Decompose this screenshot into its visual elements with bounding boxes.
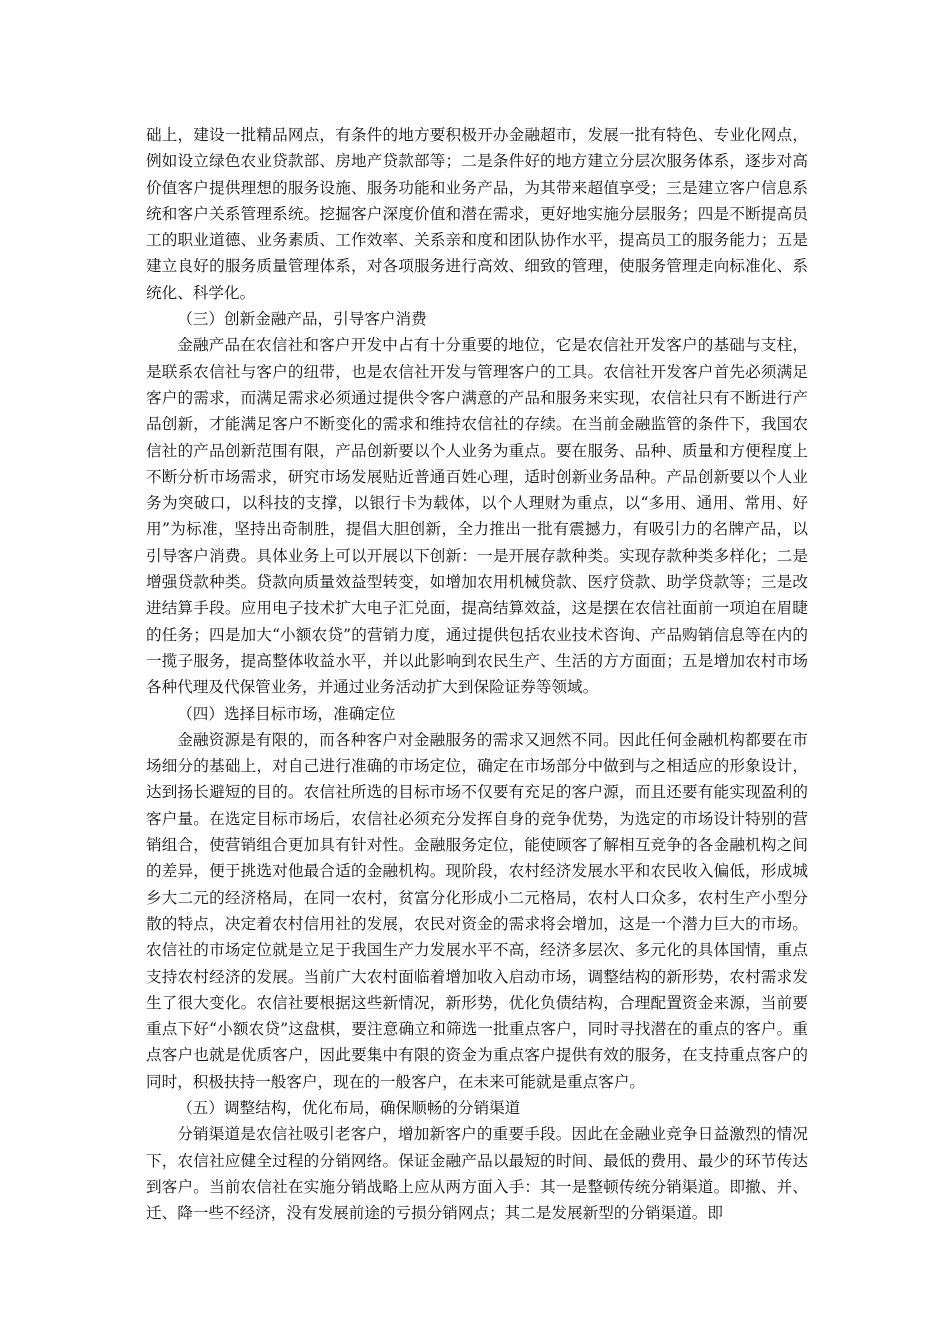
body-paragraph: 分销渠道是农信社吸引老客户，增加新客户的重要手段。因此在金融业竞争日益激烈的情况下，农信社应健全过程的分销网络。保证金融产品以最短的时间、最低的费用、最少的环节传达到客户。当前农信社在实施分销战略上应从两方面入手：其一是整顿传统分销渠道。即撤、并、迁、降一些不经济，没有发展前途的亏损分销网点；其二是发展新型的分销渠道。即 xyxy=(146,1125,808,1223)
section-heading: （五）调整结构，优化布局，确保顺畅的分销渠道 xyxy=(177,1098,521,1117)
body-paragraph: 础上，建设一批精品网点，有条件的地方要积极开办金融超市，发展一批有特色、专业化网点，例如设立绿色农业贷款部、房地产贷款部等；二是条件好的地方建立分层次服务体系，逐步对高价值客户提供理想的服务设施、服务功能和业务产品，为其带来超值享受；三是建立客户信息系统和客户关系管理系统。挖掘客户深度价值和潜在需求，更好地实施分层服务；四是不断提高员工的职业道德、业务素质、工作效率、关系亲和度和团队协作水平，提高员工的服务能力；五是建立良好的服务质量管理体系，对各项服务进行高效、细致的管理，使服务管理走向标准化、系统化、科学化。 xyxy=(146,126,808,302)
body-paragraph: 金融产品在农信社和客户开发中占有十分重要的地位，它是农信社开发客户的基础与支柱，是联系农信社与客户的纽带，也是农信社开发与管理客户的工具。农信社开发客户首先必须满足客户的需求，而满足需求必须通过提供令客户满意的产品和服务来实现，农信社只有不断进行产品创新，才能满足客户不断变化的需求和维持农信社的存续。在当前金融监管的条件下，我国农信社的产品创新范围有限，产品创新要以个人业务为重点。要在服务、品种、质量和方便程度上不断分析市场需求，研究市场发展贴近普通百姓心理，适时创新业务品种。产品创新要以个人业务为突破口，以科技的支撑，以银行卡为载体，以个人理财为重点，以“多用、通用、常用、好用”为标准，坚持出奇制胜，提倡大胆创新，全力推出一批有震撼力，有吸引力的名牌产品，以引导客户消费。具体业务上可以开展以下创新：一是开展存款种类。实现存款种类多样化；二是增强贷款种类。贷款向质量效益型转变，如增加农用机械贷款、医疗贷款、助学贷款等；三是改进结算手段。应用电子技术扩大电子汇兑面，提高结算效益，这是摆在农信社面前一项迫在眉睫的任务；四是加大“小额农贷”的营销力度，通过提供包括农业技术咨询、产品购销信息等在内的一揽子服务，提高整体收益水平，并以此影响到农民生产、生活的方方面面；五是增加农村市场各种代理及代保管业务，并通过业务活动扩大到保险证券等领域。 xyxy=(146,336,808,697)
document-page xyxy=(146,122,808,1226)
section-heading: （三）创新金融产品，引导客户消费 xyxy=(177,310,427,329)
body-paragraph: 金融资源是有限的，而各种客户对金融服务的需求又迥然不同。因此任何金融机构都要在市场细分的基础上，对自己进行准确的市场定位，确定在市场部分中做到与之相适应的形象设计，达到扬长避短的目的。农信社所选的目标市场不仅要有充足的客户源，而且还要有能实现盈利的客户量。在选定目标市场后，农信社必须充分发挥自身的竞争优势，为选定的市场设计特别的营销组合，使营销组合更加具有针对性。金融服务定位，能使顾客了解相互竞争的各金融机构之间的差异，便于挑选对他最合适的金融机构。现阶段，农村经济发展水平和农民收入偏低，形成城乡大二元的经济格局，在同一农村，贫富分化形成小二元格局，农村人口众多，农村生产小型分散的特点，决定着农村信用社的发展，农民对资金的需求将会增加，这是一个潜力巨大的市场。农信社的市场定位就是立足于我国生产力发展水平不高，经济多层次、多元化的具体国情，重点支持农村经济的发展。当前广大农村面临着增加收入启动市场，调整结构的新形势，农村需求发生了很大变化。农信社要根据这些新情况，新形势，优化负债结构，合理配置资金来源，当前要重点下好“小额农贷”这盘棋，要注意确立和筛选一批重点客户，同时寻找潜在的重点的客户。重点客户也就是优质客户，因此要集中有限的资金为重点客户提供有效的服务，在支持重点客户的同时，积极扶持一般客户，现在的一般客户，在未来可能就是重点客户。 xyxy=(146,730,808,1091)
section-heading: （四）选择目标市场，准确定位 xyxy=(177,704,396,723)
